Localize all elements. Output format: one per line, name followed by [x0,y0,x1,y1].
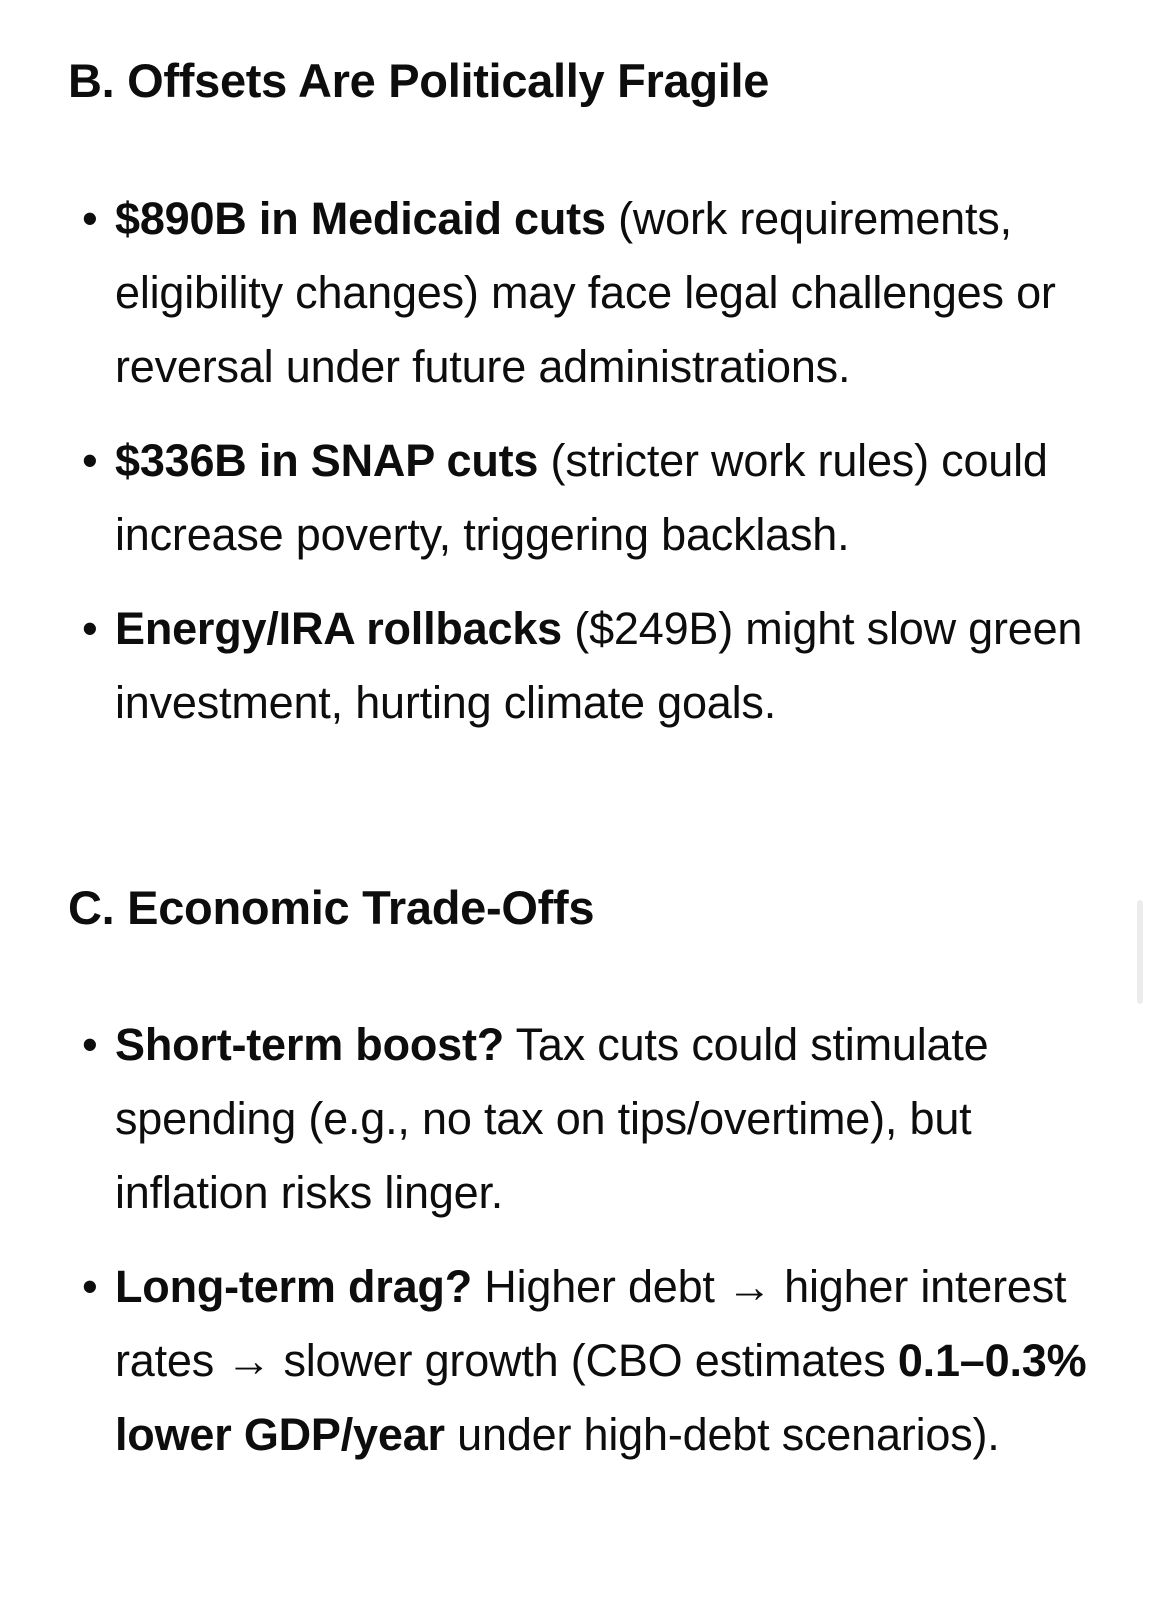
bullet-icon: • [82,193,98,244]
list-item-energy [68,592,1128,740]
item-bold-text: Energy/IRA rollbacks [115,603,562,654]
section-b-heading: B. Offsets Are Politically Fragile [68,54,770,107]
item-text: Higher debt → higher interest rates → slower growth (CBO estimates [115,1261,1067,1386]
bullet-icon: • [82,1019,98,1070]
bullet-icon: • [82,603,98,654]
bullet-icon: • [82,1261,98,1312]
list-item-long-term [68,1250,1128,1472]
item-text: ($249B) might slow green investment, hurting climate goals. [115,603,1083,728]
item-text: (work requirements, eligibility changes) may face legal challenges or reversal under future administrations. [115,193,1056,392]
item-bold-text: $890B in Medicaid cuts [115,193,606,244]
item-text: Tax cuts could stimulate spending (e.g., no tax on tips/overtime), but inflation risks linger. [115,1019,989,1218]
list-item-short-term [68,1008,1128,1230]
section-c-heading: C. Economic Trade-Offs [68,881,595,934]
item-bold-text: Long-term drag? [115,1261,472,1312]
section-c-list [68,1008,1128,1472]
list-item-snap [68,424,1128,572]
item-text-2: under high-debt scenarios). [444,1409,1000,1460]
section-b-list [68,182,1128,740]
item-bold-text: Short-term boost? [115,1019,505,1070]
item-bold-text-2: 0.1–0.3% lower GDP/year [115,1335,1087,1460]
bullet-icon: • [82,435,98,486]
item-bold-text: $336B in SNAP cuts [115,435,539,486]
list-item-medicaid [68,182,1128,404]
item-text: (stricter work rules) could increase poverty, triggering backlash. [115,435,1048,560]
scrollbar[interactable] [1137,900,1143,1004]
